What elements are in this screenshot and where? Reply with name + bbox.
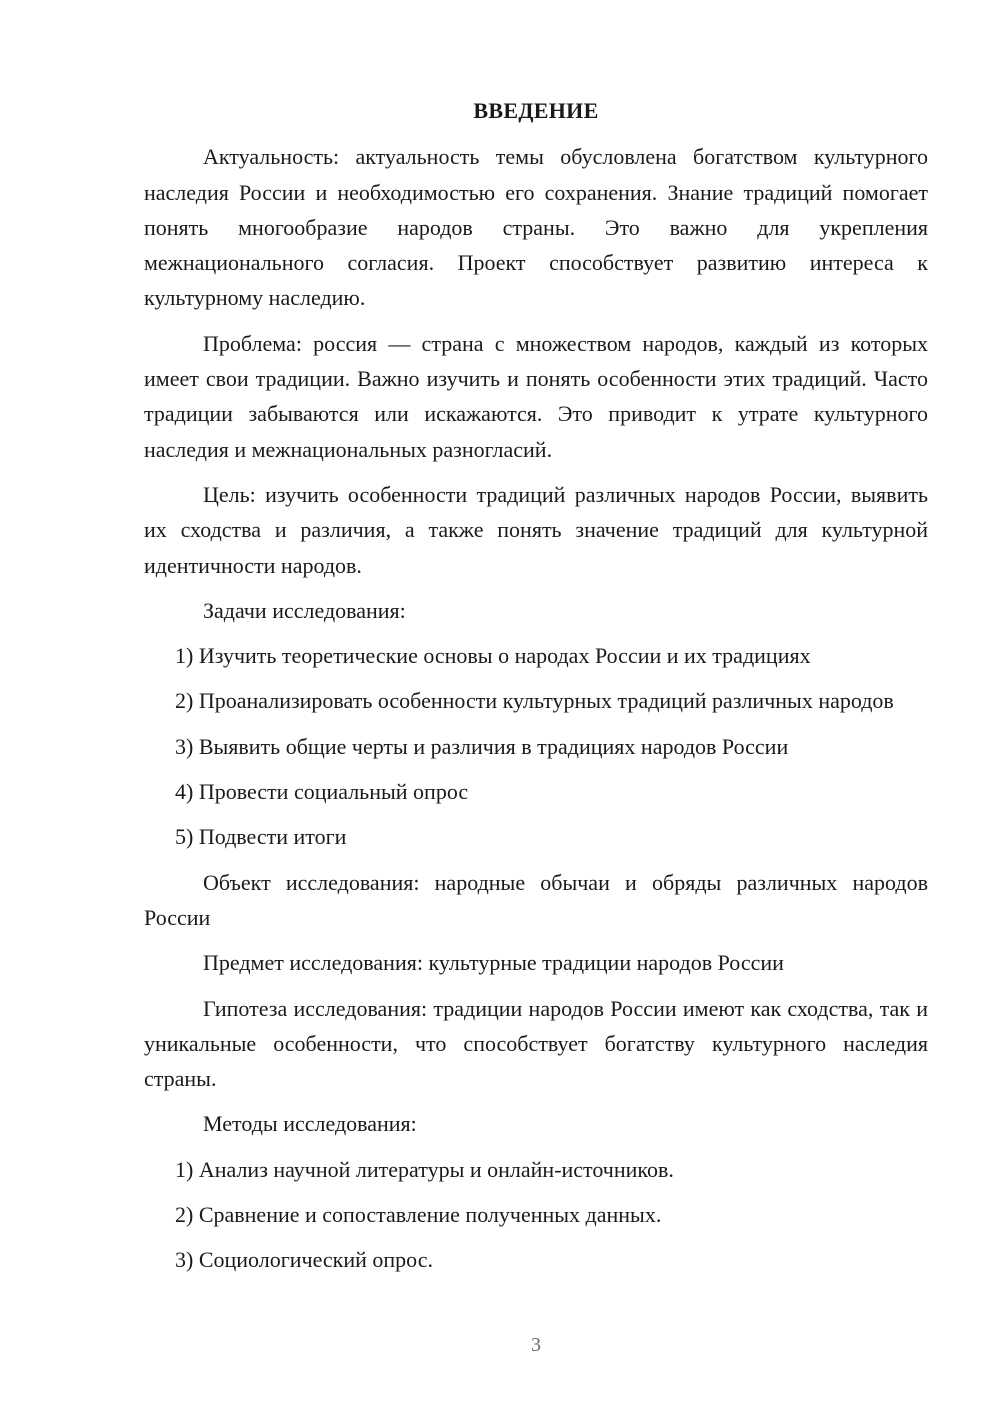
task-item-5: 5) Подвести итоги xyxy=(175,824,347,850)
page-content xyxy=(144,93,928,1288)
object-paragraph: Объект исследования: народные обычаи и обряды различных народов России xyxy=(144,869,928,930)
page-title: ВВЕДЕНИЕ xyxy=(473,98,599,123)
task-item-3: 3) Выявить общие черты и различия в традициях народов России xyxy=(175,733,789,759)
problem-paragraph: Проблема: россия — страна с множеством народов, каждый из которых имеет свои традиции. Важно изучить и понять особенности этих традиций. Часто традиции забываются или искажаются. Это приводит к утрате культурного наследия и межнациональных разногласий. xyxy=(144,330,928,462)
goal-paragraph: Цель: изучить особенности традиций различных народов России, выявить их сходства и различия, а также понять значение традиций для культурной идентичности народов. xyxy=(144,481,928,578)
hypothesis-paragraph: Гипотеза исследования: традиции народов России имеют как сходства, так и уникальные особенности, что способствует богатству культурного наследия страны. xyxy=(144,995,928,1092)
subject-paragraph: Предмет исследования: культурные традиции народов России xyxy=(203,950,784,976)
method-item-3: 3) Социологический опрос. xyxy=(175,1247,433,1273)
method-item-1: 1) Анализ научной литературы и онлайн-источников. xyxy=(175,1156,674,1182)
page-number: 3 xyxy=(531,1334,541,1356)
task-item-1: 1) Изучить теоретические основы о народах России и их традициях xyxy=(175,643,811,669)
tasks-heading: Задачи исследования: xyxy=(203,597,406,623)
relevance-paragraph: Актуальность: актуальность темы обусловлена богатством культурного наследия России и необходимостью его сохранения. Знание традиций помогает понять многообразие народов страны. Это важно для укрепления межнационального согласия. Проект способствует развитию интереса к культурному наследию. xyxy=(144,144,928,311)
task-item-2: 2) Проанализировать особенности культурных традиций различных народов xyxy=(175,688,894,714)
method-item-2: 2) Сравнение и сопоставление полученных данных. xyxy=(175,1202,662,1228)
methods-heading: Методы исследования: xyxy=(203,1111,417,1137)
task-item-4: 4) Провести социальный опрос xyxy=(175,779,469,805)
